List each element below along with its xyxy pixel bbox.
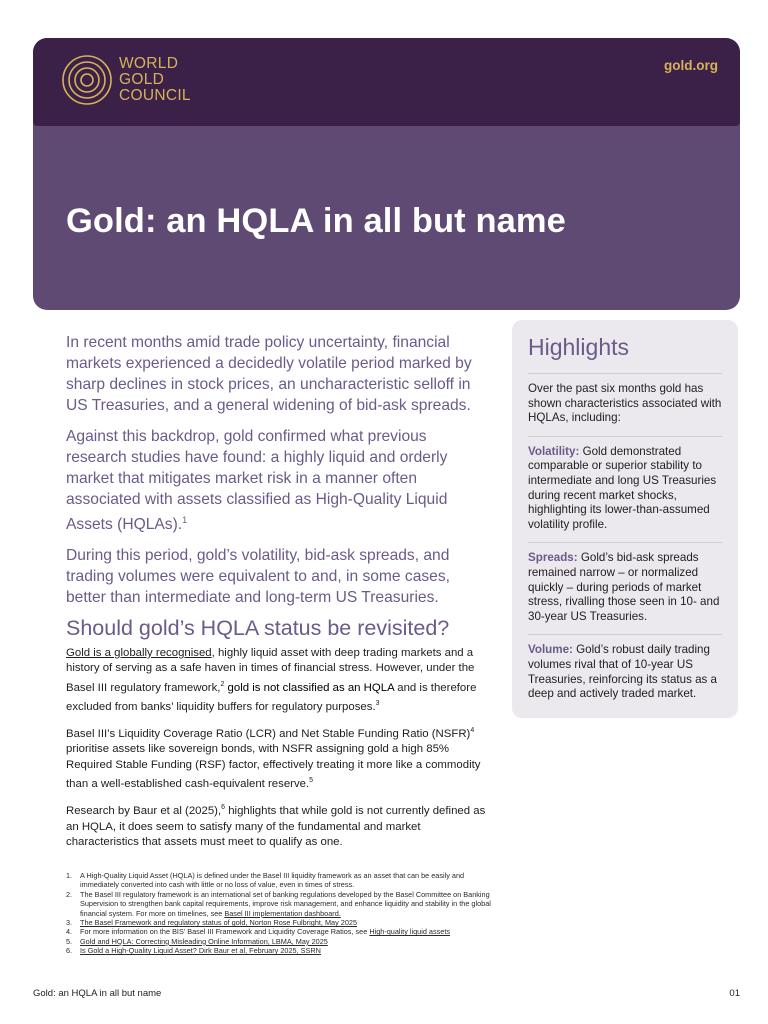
world-gold-council-logo[interactable] [61, 54, 191, 106]
footnote-number: 5. [66, 936, 73, 946]
footnote-item [66, 937, 496, 946]
site-link[interactable]: gold.org [664, 58, 718, 73]
footnote-link[interactable]: High-quality liquid assets [369, 927, 451, 937]
footnote-ref-3[interactable]: 3 [375, 700, 380, 708]
highlights-title: Highlights [528, 334, 629, 360]
highlight-text: Gold’s bid-ask spreads remained narrow – or normalized quickly – during periods of market stress, rivalling those seen in 10- and 30-year US Treasuries. [528, 551, 720, 623]
logo-line-2: GOLD [119, 71, 165, 88]
footnote-item [66, 927, 496, 936]
gold-rings-icon [61, 54, 113, 106]
footnotes-list [66, 871, 496, 956]
footnote-link[interactable]: Gold and HQLA: Correcting Misleading Online Information, LBMA, May 2025 [80, 936, 328, 946]
highlight-spreads [528, 542, 722, 634]
body-paragraph-1-text-b: and is therefore excluded from banks’ liquidity buffers for regulatory purposes. [66, 681, 477, 713]
footnote-ref-6[interactable]: 6 [221, 804, 226, 812]
body-paragraph-2-text-a: Basel III’s Liquidity Coverage Ratio (LCR) and Net Stable Funding Ratio (NSFR) [66, 728, 471, 741]
footnote-number: 6. [66, 946, 73, 956]
body-paragraph-1 [66, 646, 490, 715]
footnote-link[interactable]: Is Gold a High-Quality Liquid Asset? Dirk Baur et al, February 2025, SSRN [80, 946, 321, 956]
footnote-item [66, 890, 496, 918]
footnote-link[interactable]: Basel III implementation dashboard. [224, 908, 341, 918]
logo-wordmark [119, 56, 191, 104]
footnote-number: 3. [66, 918, 73, 928]
footnote-ref-5[interactable]: 5 [309, 777, 314, 785]
body-section [66, 646, 490, 858]
highlight-label: Spreads: [528, 551, 578, 565]
footnote-number: 2. [66, 889, 73, 899]
highlight-label: Volatility: [528, 444, 580, 458]
footnote-ref-1[interactable]: 1 [182, 515, 188, 525]
body-paragraph-2 [66, 723, 490, 792]
footer-document-title: Gold: an HQLA in all but name [33, 988, 162, 999]
logo-line-3: COUNCIL [119, 87, 191, 104]
footnote-text: A High-Quality Liquid Asset (HQLA) is defined under the Basel III liquidity framework as an asset that can be easily and immediately converted into cash with little or no loss of value, even in times of stress. [80, 871, 465, 890]
highlight-volume [528, 634, 722, 711]
footnote-item [66, 871, 496, 890]
highlight-text: Gold demonstrated comparable or superior stability to intermediate and long US Treasuries during recent market shocks, highlighting its lower-than-assumed volatility profile. [528, 444, 717, 531]
body-paragraph-3 [66, 800, 490, 850]
page-title: Gold: an HQLA in all but name [66, 202, 566, 240]
section-heading: Should gold’s HQLA status be revisited? [66, 616, 450, 640]
footnote-text: For more information on the BIS’ Basel III Framework and Liquidity Coverage Ratios, see [80, 927, 368, 937]
footnote-ref-4[interactable]: 4 [470, 727, 475, 735]
highlights-panel [512, 320, 738, 718]
footnote-number: 1. [66, 871, 73, 880]
page-number: 01 [729, 988, 740, 999]
body-paragraph-3-text-a: Research by Baur et al (2025), [66, 805, 222, 818]
highlight-volatility [528, 436, 722, 543]
intro-paragraph-3: During this period, gold’s volatility, bid-ask spreads, and trading volumes were equivalent to and, in some cases, better than intermediate and long-term US Treasuries. [66, 547, 450, 607]
footnote-link[interactable]: The Basel Framework and regulatory status of gold, Norton Rose Fulbright, May 2025 [80, 918, 358, 928]
footnote-text: The Basel III regulatory framework is an international set of banking regulations developed by the Basel Committee on Banking Supervision to strengthen bank capital requirements, improve risk management, and enhance liquidity and stability in the global financial system. For more on timelines, see [80, 889, 491, 918]
body-paragraph-3-text-b: highlights that while gold is not currently defined as an HQLA, it does seem to satisfy many of the fundamental and market characteristics that assets must meet to qualify as one. [66, 805, 486, 849]
intro-section [66, 332, 486, 618]
globally-recognised-link[interactable]: Gold is a globally recognised [66, 647, 212, 659]
highlight-label: Volume: [528, 643, 573, 657]
hero-banner [33, 38, 740, 310]
footnote-ref-2[interactable]: 2 [220, 680, 225, 688]
footnote-item [66, 946, 496, 955]
body-paragraph-1-text-a: , highly liquid asset with deep trading markets and a history of serving as a safe haven in times of financial stress. However, under the Basel III regulatory framework, [66, 647, 475, 694]
footnote-number: 4. [66, 927, 73, 937]
intro-paragraph-2 [66, 426, 486, 535]
highlight-text: Gold’s robust daily trading volumes rival that of 10-year US Treasuries, reinforcing its status as a deep and actively traded market. [528, 643, 718, 701]
intro-paragraph-2-text: Against this backdrop, gold confirmed what previous research studies have found: a highly liquid and orderly market that mitigates market risk in a manner often associated with assets classified as High-Quality Liquid Assets (HQLAs). [66, 428, 448, 534]
footnote-item [66, 918, 496, 927]
logo-line-1: WORLD [119, 55, 179, 72]
highlights-intro: Over the past six months gold has shown characteristics associated with HQLAs, including: [528, 373, 722, 436]
highlighted-statement: gold is not classified as an HQLA [227, 681, 395, 694]
body-paragraph-2-text-b: prioritise assets like sovereign bonds, with NSFR assigning gold a high 85% Required Stable Funding (RSF) factor, effectively treating it more like a commodity than a well-established cash-equivalent reserve. [66, 743, 481, 791]
hero-top-bar [33, 38, 740, 126]
intro-paragraph-1: In recent months amid trade policy uncertainty, financial markets experienced a decidedly volatile period marked by sharp declines in stock prices, an uncharacteristic selloff in US Treasuries, and a general widening of bid-ask spreads. [66, 334, 472, 414]
